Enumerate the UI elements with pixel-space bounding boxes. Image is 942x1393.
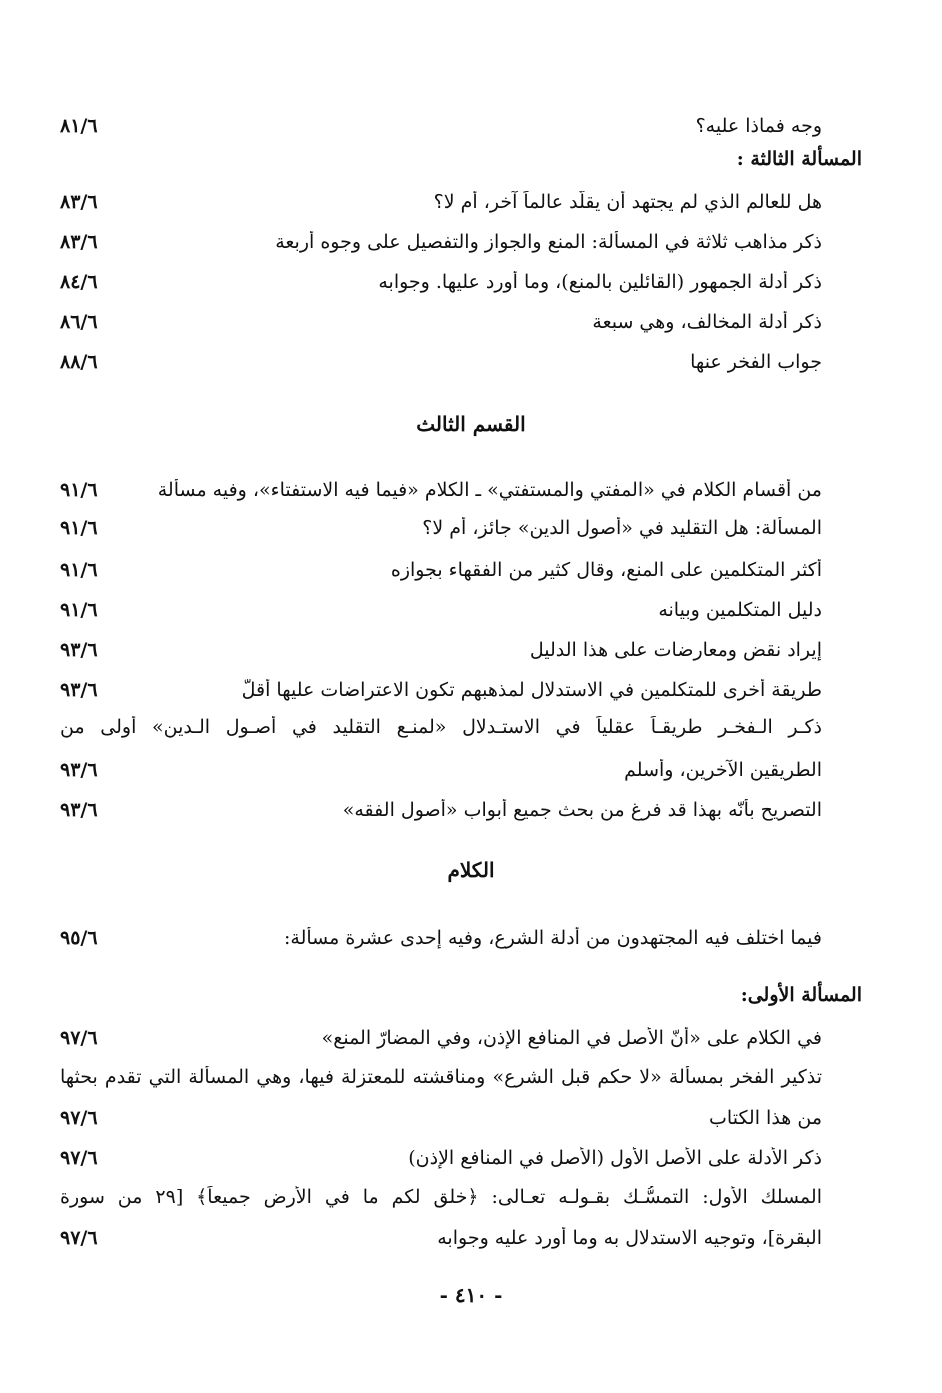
entry-page: ٩٣/٦ (60, 679, 98, 701)
entry-page: ٩١/٦ (60, 599, 98, 621)
entry-page: ٩٧/٦ (60, 1107, 98, 1129)
toc-entry (60, 750, 822, 790)
entry-text: ذكر أدلة المخالف، وهي سبعة (592, 311, 822, 333)
toc-entry (60, 630, 822, 670)
entry-text: ذكر أدلة الجمهور (القائلين بالمنع)، وما أورد عليها. وجوابه (378, 271, 822, 293)
entry-text: دليل المتكلمين وبيانه (658, 599, 822, 621)
entry-text: هل للعالم الذي لم يجتهد أن يقلّد عالماً آخر، أم لا؟ (433, 191, 822, 213)
entry-page: ٩٧/٦ (60, 1027, 98, 1049)
entry-page: ٨٣/٦ (60, 191, 98, 213)
entry-text: ذكر الأدلة على الأصل الأول (الأصل في المنافع الإذن) (408, 1147, 822, 1169)
entry-continuation: ذكـر الـفخـر طريقـاً عقلياً في الاستـدلال «لمنـع التقليد في أصـول الـدين» أولى من (60, 716, 822, 738)
entry-text: طريقة أخرى للمتكلمين في الاستدلال لمذهبهم تكون الاعتراضات عليها أقلّ (241, 679, 822, 701)
entry-text: من هذا الكتاب (709, 1107, 822, 1129)
entry-continuation: المسلك الأول: التمسُّـك بقـولـه تعـالى: ﴿خلق لكم ما في الأرض جميعاً﴾ [٢٩ من سورة (60, 1186, 822, 1208)
toc-entry (60, 302, 822, 342)
entry-text: في الكلام على «أنّ الأصل في المنافع الإذن، وفي المضارّ المنع» (321, 1027, 822, 1049)
entry-text: ذكر مذاهب ثلاثة في المسألة: المنع والجواز والتفصيل على وجوه أربعة (275, 231, 822, 253)
entry-text: البقرة]، وتوجيه الاستدلال به وما أورد عليه وجوابه (437, 1227, 822, 1249)
entry-page: ٩٥/٦ (60, 927, 98, 949)
entry-text: التصريح بأنّه بهذا قد فرغ من بحث جميع أبواب «أصول الفقه» (342, 799, 822, 821)
toc-entry (60, 1138, 822, 1178)
entry-page: ٨٦/٦ (60, 311, 98, 333)
entry-page: ٩١/٦ (60, 479, 98, 501)
entry-page: ٨٤/٦ (60, 271, 98, 293)
page-number: - ٤١٠ - (439, 1283, 503, 1307)
issue-heading: المسألة الأولى: (740, 984, 862, 1006)
toc-entry (60, 470, 822, 510)
entry-page: ٩١/٦ (60, 517, 98, 539)
toc-entry (60, 1098, 822, 1138)
entry-text: الطريقين الآخرين، وأسلم (624, 759, 822, 781)
toc-entry (60, 918, 822, 958)
entry-text: جواب الفخر عنها (690, 351, 822, 373)
entry-text: وجه فماذا عليه؟ (695, 115, 822, 137)
toc-entry (60, 106, 822, 146)
toc-entry (60, 222, 822, 262)
issue-heading: المسألة الثالثة : (736, 148, 862, 170)
entry-text: المسألة: هل التقليد في «أصول الدين» جائز، أم لا؟ (422, 517, 822, 539)
entry-continuation: تذكير الفخر بمسألة «لا حكم قبل الشرع» ومناقشته للمعتزلة فيها، وهي المسألة التي تقدم بحثها (60, 1066, 822, 1088)
entry-page: ٨١/٦ (60, 115, 98, 137)
entry-text: فيما اختلف فيه المجتهدون من أدلة الشرع، وفيه إحدى عشرة مسألة: (283, 927, 822, 949)
toc-entry (60, 342, 822, 382)
entry-text: من أقسام الكلام في «المفتي والمستفتي» ـ الكلام «فيما فيه الاستفتاء»، وفيه مسألة (157, 479, 822, 501)
entry-page: ٩٧/٦ (60, 1147, 98, 1169)
entry-page: ٩٧/٦ (60, 1227, 98, 1249)
section-title: الكلام (447, 858, 495, 882)
toc-entry (60, 550, 822, 590)
toc-entry (60, 1218, 822, 1258)
entry-page: ٩١/٦ (60, 559, 98, 581)
toc-entry (60, 790, 822, 830)
section-title: القسم الثالث (416, 412, 526, 436)
entry-page: ٨٣/٦ (60, 231, 98, 253)
entry-text: إيراد نقض ومعارضات على هذا الدليل (529, 639, 822, 661)
toc-entry (60, 182, 822, 222)
entry-page: ٩٣/٦ (60, 639, 98, 661)
entry-page: ٩٣/٦ (60, 759, 98, 781)
entry-page: ٩٣/٦ (60, 799, 98, 821)
toc-entry (60, 590, 822, 630)
toc-entry (60, 508, 822, 548)
toc-entry (60, 262, 822, 302)
entry-page: ٨٨/٦ (60, 351, 98, 373)
entry-text: أكثر المتكلمين على المنع، وقال كثير من الفقهاء بجوازه (390, 559, 822, 581)
toc-entry (60, 670, 822, 710)
toc-entry (60, 1018, 822, 1058)
